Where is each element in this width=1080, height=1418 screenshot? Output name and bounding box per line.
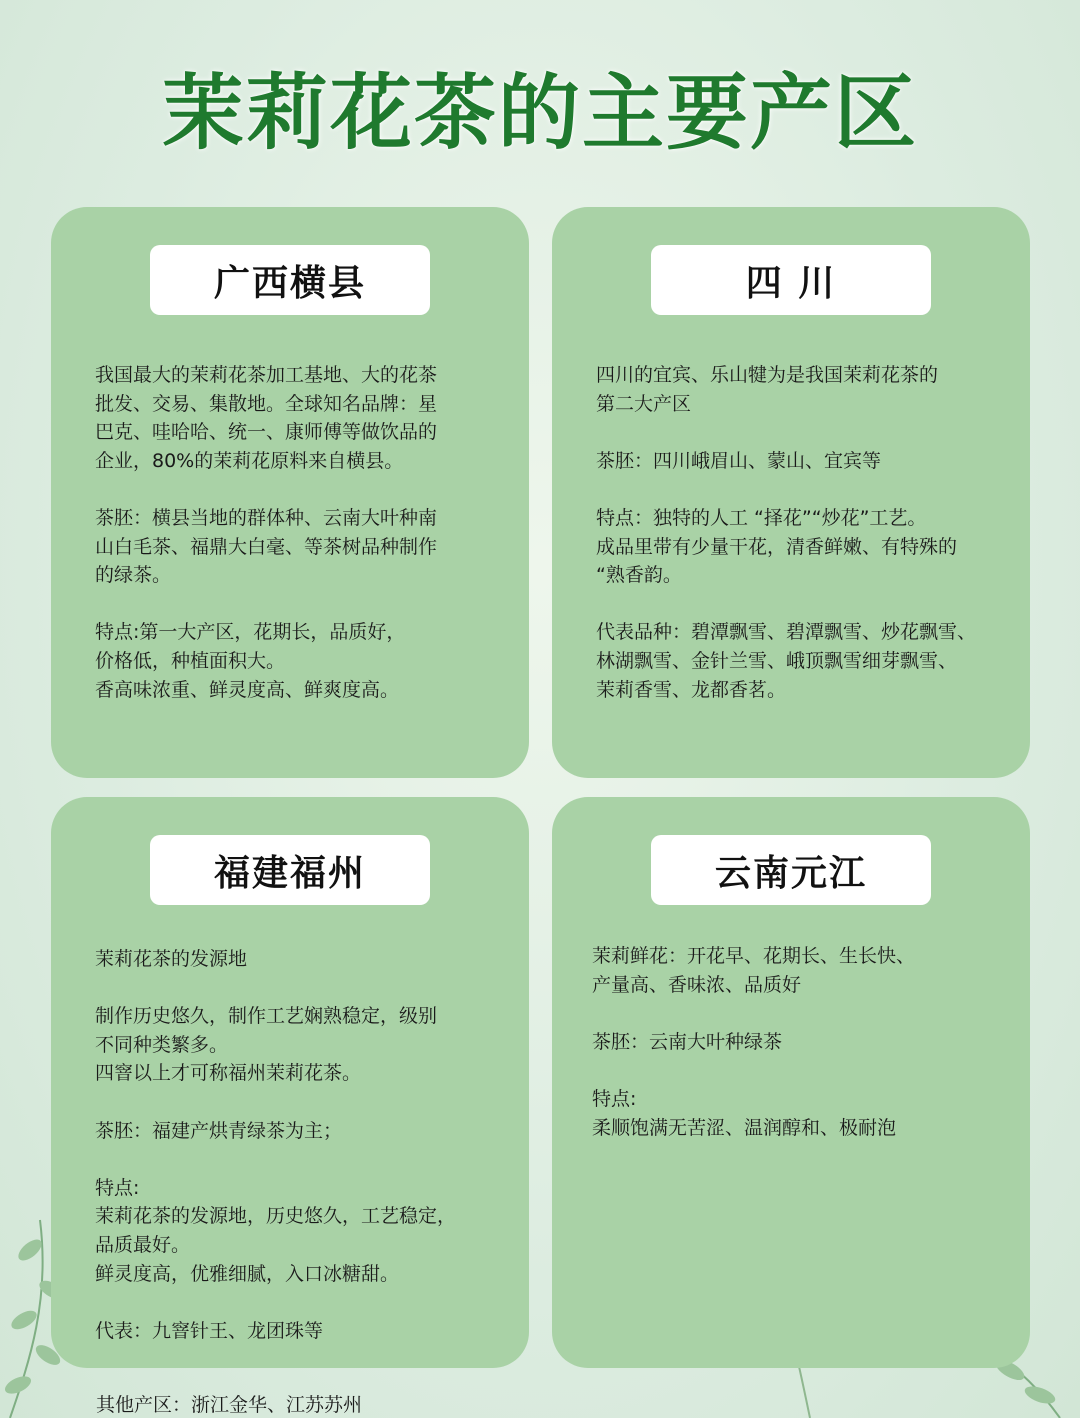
text-line: 成品里带有少量干花，清香鲜嫩、有特殊的 <box>596 535 958 558</box>
text-line: 企业，80%的茉莉花原料来自横县。 <box>95 449 404 472</box>
text-line: 四川的宜宾、乐山犍为是我国茉莉花茶的 <box>596 364 939 386</box>
text-line: “熟香韵。 <box>596 564 682 587</box>
text-line: 四窨以上才可称福州茉莉花茶。 <box>95 1062 362 1085</box>
text-line: 茉莉香雪、龙都香茗。 <box>596 678 787 701</box>
text-line: 特点:第一大产区，花期长，品质好， <box>95 621 406 644</box>
footer-note: 其他产区：浙江金华、江苏苏州 <box>96 1394 363 1416</box>
paragraph <box>592 1028 1012 1057</box>
region-card-sichuan <box>552 207 1030 778</box>
text-line: 茉莉花茶的发源地，历史悠久，工艺稳定， <box>95 1205 457 1228</box>
region-description <box>592 942 1012 1142</box>
text-line: 特点: <box>592 1087 637 1110</box>
paragraph <box>596 361 1016 418</box>
paragraph <box>596 618 1016 704</box>
text-line: 产量高、香味浓、品质好 <box>592 973 802 996</box>
text-line: 林湖飘雪、金针兰雪、峨顶飘雪细芽飘雪、 <box>596 649 958 672</box>
text-line: 茶胚：横县当地的群体种、云南大叶种南 <box>95 506 438 529</box>
text-line: 不同种类繁多。 <box>95 1033 229 1056</box>
text-line: 的绿茶。 <box>95 564 172 587</box>
text-line: 制作历史悠久，制作工艺娴熟稳定，级别 <box>95 1005 438 1028</box>
paragraph <box>592 1085 1012 1142</box>
region-description <box>596 361 1016 704</box>
region-heading: 广西横县 <box>150 245 430 315</box>
region-description <box>95 361 515 704</box>
text-line: 柔顺饱满无苦涩、温润醇和、极耐泡 <box>592 1116 897 1139</box>
text-line: 特点: <box>95 1176 140 1199</box>
paragraph <box>95 1117 515 1146</box>
text-line: 茶胚：四川峨眉山、蒙山、宜宾等 <box>596 449 882 472</box>
paragraph <box>95 618 515 704</box>
region-card-guangxi <box>51 207 529 778</box>
text-line: 香高味浓重、鲜灵度高、鲜爽度高。 <box>95 678 400 701</box>
text-line: 代表品种：碧潭飘雪、碧潭飘雪、炒花飘雪、 <box>596 621 977 644</box>
text-line: 品质最好。 <box>95 1233 191 1256</box>
text-line: 茶胚：福建产烘青绿茶为主； <box>95 1119 343 1142</box>
text-line: 我国最大的茉莉花茶加工基地、大的花茶 <box>95 364 438 386</box>
text-line: 批发、交易、集散地。全球知名品牌：星 <box>95 392 438 415</box>
paragraph <box>95 1174 515 1288</box>
region-card-fujian <box>51 797 529 1368</box>
text-line: 特点：独特的人工 “择花”“炒花”工艺。 <box>596 506 927 529</box>
region-card-yunnan <box>552 797 1030 1368</box>
paragraph <box>95 361 515 475</box>
region-description <box>95 945 515 1345</box>
text-line: 茶胚：云南大叶种绿茶 <box>592 1030 783 1053</box>
text-line: 山白毛茶、福鼎大白毫、等茶树品种制作 <box>95 535 438 558</box>
text-line: 巴克、哇哈哈、统一、康师傅等做饮品的 <box>95 421 438 444</box>
paragraph <box>95 504 515 590</box>
paragraph <box>592 942 1012 999</box>
paragraph <box>596 504 1016 590</box>
paragraph <box>95 1002 515 1088</box>
region-heading: 四 川 <box>651 245 931 315</box>
text-line: 代表：九窨针王、龙团珠等 <box>95 1319 324 1342</box>
paragraph <box>95 1317 515 1346</box>
text-line: 第二大产区 <box>596 392 692 415</box>
text-line: 鲜灵度高，优雅细腻，入口冰糖甜。 <box>95 1262 400 1285</box>
text-line: 价格低，种植面积大。 <box>95 649 286 672</box>
region-heading: 云南元江 <box>651 835 931 905</box>
text-line: 茉莉鲜花：开花早、花期长、生长快、 <box>592 945 916 967</box>
page-title: 茉莉花茶的主要产区 <box>161 66 918 161</box>
text-line: 茉莉花茶的发源地 <box>95 948 248 970</box>
paragraph <box>95 945 515 974</box>
region-heading: 福建福州 <box>150 835 430 905</box>
paragraph <box>596 447 1016 476</box>
